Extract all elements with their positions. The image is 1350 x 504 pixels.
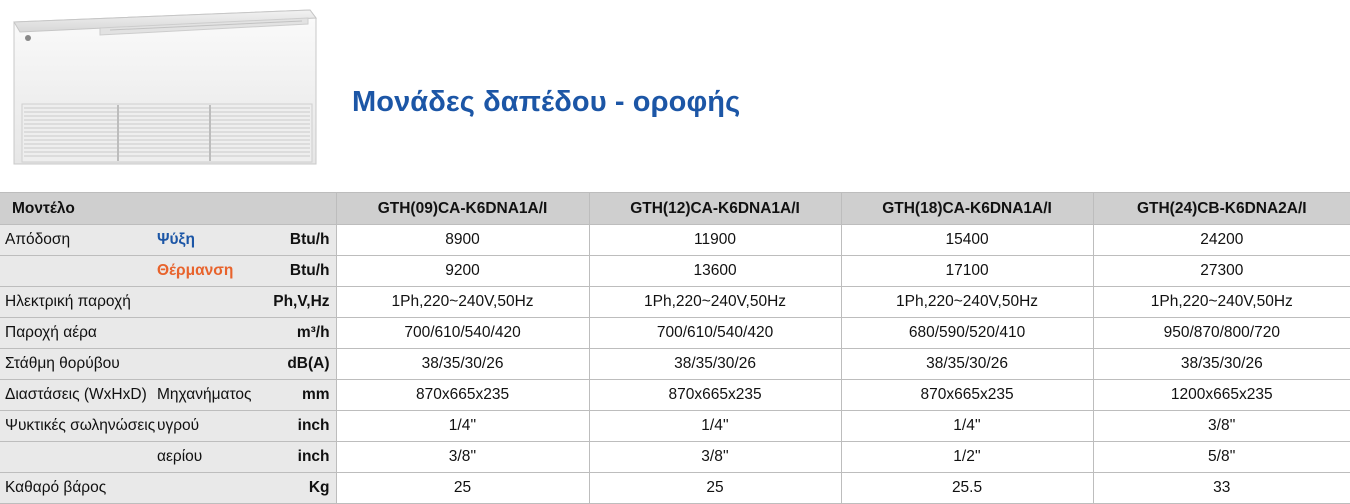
spec-value: 38/35/30/26 (1093, 349, 1350, 380)
spec-value: 1Ph,220~240V,50Hz (841, 287, 1093, 318)
spec-value: 33 (1093, 473, 1350, 504)
table-row (0, 380, 1350, 411)
spec-value: 870x665x235 (841, 380, 1093, 411)
row-unit: inch (273, 442, 336, 473)
row-sublabel (155, 473, 273, 504)
spec-value: 15400 (841, 225, 1093, 256)
spec-value: 27300 (1093, 256, 1350, 287)
spec-value: 870x665x235 (589, 380, 841, 411)
spec-value: 700/610/540/420 (336, 318, 589, 349)
spec-value: 1/4'' (841, 411, 1093, 442)
model-name: GTH(24)CB-K6DNA2A/I (1093, 193, 1350, 225)
row-sublabel: αερίου (155, 442, 273, 473)
model-name: GTH(09)CA-K6DNA1A/I (336, 193, 589, 225)
spec-table (0, 192, 1350, 504)
table-row (0, 349, 1350, 380)
spec-value: 3/8'' (589, 442, 841, 473)
table-row (0, 287, 1350, 318)
row-label: Στάθμη θορύβου (0, 349, 155, 380)
spec-value: 11900 (589, 225, 841, 256)
row-sublabel: Θέρμανση (155, 256, 273, 287)
row-label: Ψυκτικές σωληνώσεις (0, 411, 155, 442)
spec-value: 700/610/540/420 (589, 318, 841, 349)
spec-value: 38/35/30/26 (841, 349, 1093, 380)
spec-value: 38/35/30/26 (336, 349, 589, 380)
row-sublabel (155, 318, 273, 349)
table-row (0, 473, 1350, 504)
row-sublabel: υγρού (155, 411, 273, 442)
row-sublabel (155, 349, 273, 380)
spec-value: 3/8'' (1093, 411, 1350, 442)
spec-value: 8900 (336, 225, 589, 256)
row-label: Απόδοση (0, 225, 155, 256)
spec-value: 950/870/800/720 (1093, 318, 1350, 349)
spec-value: 24200 (1093, 225, 1350, 256)
spec-value: 25 (589, 473, 841, 504)
row-unit: dB(A) (273, 349, 336, 380)
model-name: GTH(18)CA-K6DNA1A/I (841, 193, 1093, 225)
spec-value: 1/4'' (589, 411, 841, 442)
row-unit: mm (273, 380, 336, 411)
row-unit: Btu/h (273, 225, 336, 256)
spec-value: 25.5 (841, 473, 1093, 504)
row-label: Καθαρό βάρος (0, 473, 155, 504)
spec-value: 9200 (336, 256, 589, 287)
table-row (0, 318, 1350, 349)
model-header-label: Μοντέλο (0, 193, 336, 225)
table-row (0, 256, 1350, 287)
table-row (0, 411, 1350, 442)
row-unit: inch (273, 411, 336, 442)
spec-value: 17100 (841, 256, 1093, 287)
row-label: Ηλεκτρική παροχή (0, 287, 155, 318)
spec-value: 1200x665x235 (1093, 380, 1350, 411)
row-unit: Btu/h (273, 256, 336, 287)
spec-value: 5/8'' (1093, 442, 1350, 473)
spec-value: 25 (336, 473, 589, 504)
spec-value: 680/590/520/410 (841, 318, 1093, 349)
row-label (0, 442, 155, 473)
spec-value: 1Ph,220~240V,50Hz (589, 287, 841, 318)
floor-ceiling-unit-image (10, 8, 320, 168)
row-unit: Ph,V,Hz (273, 287, 336, 318)
row-unit: Kg (273, 473, 336, 504)
spec-value: 1Ph,220~240V,50Hz (336, 287, 589, 318)
spec-value: 1/2'' (841, 442, 1093, 473)
table-row (0, 225, 1350, 256)
row-sublabel (155, 287, 273, 318)
spec-value: 3/8'' (336, 442, 589, 473)
spec-value: 870x665x235 (336, 380, 589, 411)
header-row (0, 193, 1350, 225)
row-sublabel: Μηχανήματος (155, 380, 273, 411)
row-label (0, 256, 155, 287)
spec-value: 38/35/30/26 (589, 349, 841, 380)
spec-value: 13600 (589, 256, 841, 287)
spec-value: 1Ph,220~240V,50Hz (1093, 287, 1350, 318)
row-unit: m³/h (273, 318, 336, 349)
row-label: Παροχή αέρα (0, 318, 155, 349)
table-row (0, 442, 1350, 473)
model-name: GTH(12)CA-K6DNA1A/I (589, 193, 841, 225)
page-title: Μονάδες δαπέδου - οροφής (352, 86, 741, 118)
row-sublabel: Ψύξη (155, 225, 273, 256)
spec-value: 1/4'' (336, 411, 589, 442)
row-label: Διαστάσεις (WxHxD) (0, 380, 155, 411)
